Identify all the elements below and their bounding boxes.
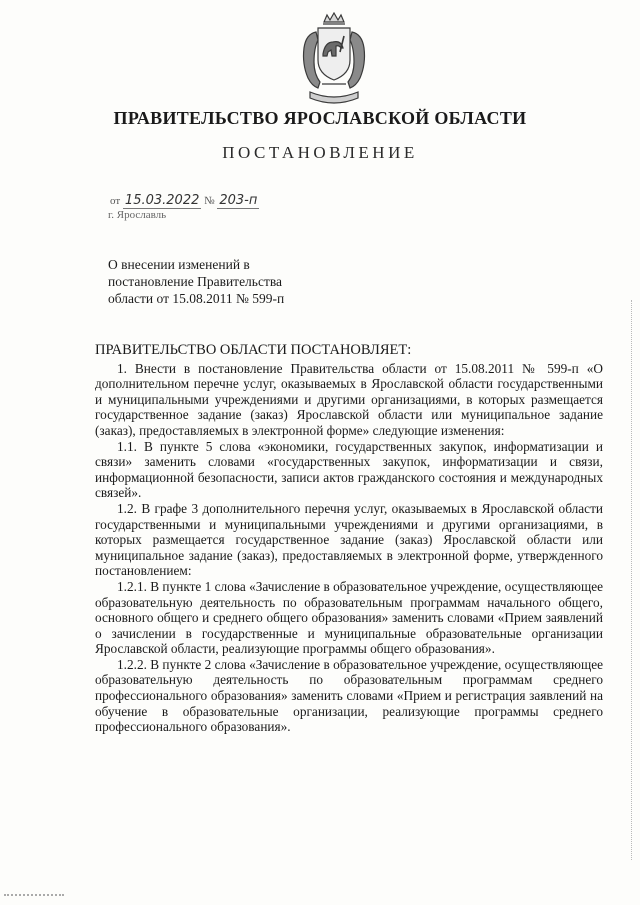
scan-margin-artifact [631,300,638,860]
clause-1-2-1: 1.2.1. В пункте 1 слова «Зачисление в образовательное учреждение, осуществляющее образовательную деятельность по образовательным программам начального общего, основного общего и среднего общего образования» заменить словами «Прием заявлений о зачислении в государственные и муниципальные образовательные организации Ярославской области, реализующие программы общего образования». [95,578,604,657]
subject-line: О внесении изменений в [108,257,250,272]
government-title: ПРАВИТЕЛЬСТВО ЯРОСЛАВСКОЙ ОБЛАСТИ [113,108,527,128]
document-subject [108,256,338,307]
clause-1-2: 1.2. В графе 3 дополнительного перечня услуг, оказываемых в Ярославской области государственными и муниципальными учреждениями и другими организациями, в которых размещается государственное задание (заказ) Ярославской области или муниципальное задание (заказ), предоставляемых в электронной форме, утвержденного постановлением: [95,500,603,579]
date-line [110,193,259,208]
city: г. Ярославль [108,209,167,221]
coat-of-arms-icon [292,12,376,110]
clause-1-1: 1.1. В пункте 5 слова «экономики, государственных закупок, информатизации и связи» заменить словами «государственных закупок, информатизации и связи, информационной безопасности, записи актов гражданского состояния и международных связей». [95,438,603,501]
date-prefix: от [110,195,121,207]
number-sign: № [204,195,215,207]
subject-line: постановление Правительства [108,274,283,289]
clause-1: 1. Внести в постановление Правительства области от 15.08.2011 № 599-п «О дополнительном перечне услуг, оказываемых в Ярославской области государственными и муниципальными учреждениями и другими организациями, в которых размещается государственное задание (заказ) Ярославской области или муниципальное задание (заказ), предоставляемых в электронной форме» следующие изменения: [95,360,603,438]
scan-edge-artifact [4,894,64,899]
document-kind: ПОСТАНОВЛЕНИЕ [222,143,418,162]
clause-1-2-2: 1.2.2. В пункте 2 слова «Зачисление в образовательное учреждение, осуществляющее образовательную деятельность по образовательным программам среднего профессионального образования» заменить словами «Прием и регистрация заявлений на обучение в образовательные организации, реализующие программы среднего профессионального образования». [95,656,604,735]
document-date: 15.03.2022 [124,193,200,208]
subject-line: области от 15.08.2011 № 599-п [108,291,285,306]
document-body [95,343,603,735]
document-number: 203-п [219,193,258,208]
resolution-lead: ПРАВИТЕЛЬСТВО ОБЛАСТИ ПОСТАНОВЛЯЕТ: [95,342,412,358]
